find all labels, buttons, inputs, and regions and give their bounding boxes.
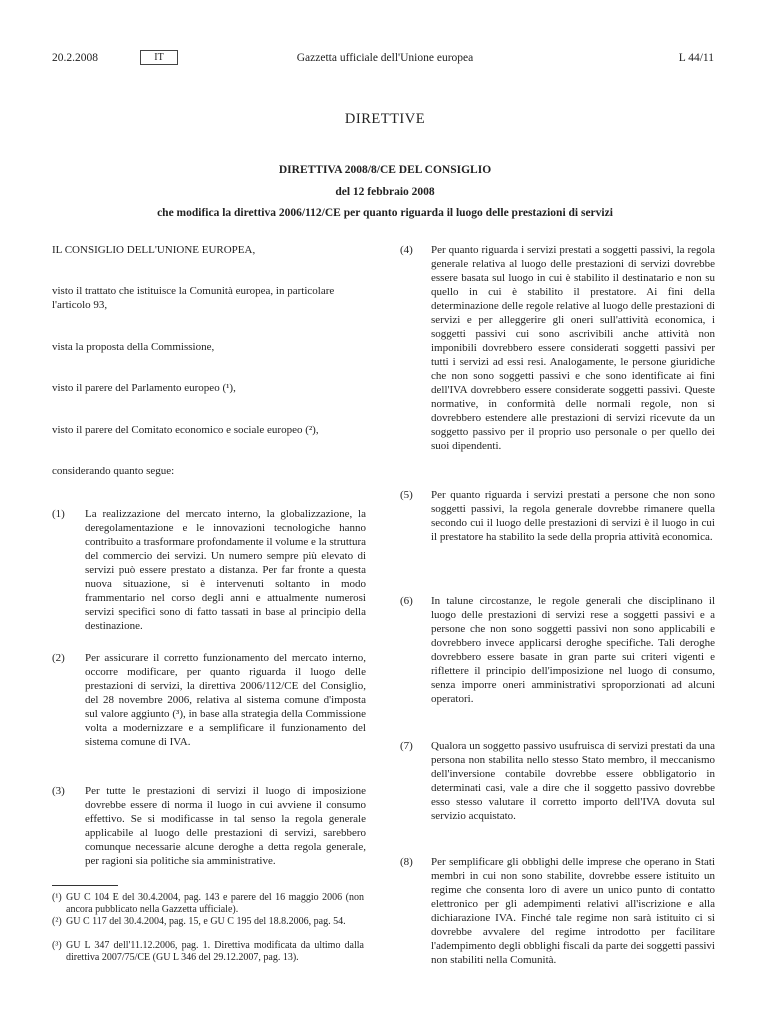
- recital-text: In talune circostanze, le regole generali che disciplinano il luogo delle prestazioni di servizi rese a soggetti passivi e a persone che non sono soggetti passivi non sono applicabili e dovrebbero invece applicarsi deroghe specifiche. Tali deroghe dovrebbero essere basate in gran parte sui criteri vigenti e riflettere il principio dell'imposizione nel luogo di consumo, senza imporre oneri amministrativi sproporzionati ad alcuni operatori.: [431, 595, 715, 705]
- recital-number: (7): [400, 740, 413, 752]
- recital-number: (1): [52, 508, 65, 520]
- preamble-parliament: visto il parere del Parlamento europeo (¹),: [52, 382, 236, 394]
- recital-text: Per quanto riguarda i servizi prestati a persone che non sono soggetti passivi, la regola generale dovrebbe rimanere quella secondo cui il luogo delle prestazioni di servizi è il luogo in cui il prestatore ha stabilito la sede della propria attività economica.: [431, 489, 715, 543]
- footnote: [52, 940, 366, 964]
- recital-text: Per assicurare il corretto funzionamento del mercato interno, occorre modificare, per quanto riguarda il luogo delle prestazioni di servizi, la direttiva 2006/112/CE del Consiglio, del 28 novembre 2006, relativa al sistema comune d'imposta sul valore aggiunto (³), in base alla strategia della Commissione volta a modernizzare e a semplificare il funzionamento del sistema comune di IVA.: [85, 652, 366, 748]
- recital-text: Per semplificare gli obblighi delle imprese che operano in Stati membri in cui non sono stabilite, dovrebbe essere istituito un regime che consenta loro di avere un unico punto di contatto elettronico per gli adempimenti relativi all'iscrizione e alla dichiarazione IVA. Finché tale regime non sarà istituito ci si dovrebbe avvalere del regime introdotto per facilitare l'adempimento degli obblighi fiscali da parte dei soggetti passivi non stabiliti nella Comunità.: [431, 856, 715, 966]
- footnote-key: (¹): [52, 892, 62, 903]
- footnote-separator: [52, 885, 118, 886]
- preamble-treaty: visto il trattato che istituisce la Comunità europea, in particolare l'articolo 93,: [52, 285, 335, 311]
- footnote-text: GU C 104 E del 30.4.2004, pag. 143 e parere del 16 maggio 2006 (non ancora pubblicato nella Gazzetta ufficiale).: [66, 892, 364, 915]
- preamble-proposal: vista la proposta della Commissione,: [52, 341, 215, 353]
- footnote: [52, 916, 366, 928]
- footnote: [52, 892, 366, 916]
- footnote-key: (²): [52, 916, 62, 927]
- section-heading: DIRETTIVE: [344, 111, 426, 127]
- directive-title: DIRETTIVA 2008/8/CE DEL CONSIGLIO: [278, 164, 492, 176]
- header-date: 20.2.2008: [52, 52, 98, 64]
- journal-name: Gazzetta ufficiale dell'Unione europea: [296, 52, 474, 64]
- page-reference: L 44/11: [678, 52, 714, 64]
- recital-text: La realizzazione del mercato interno, la globalizzazione, la deregolamentazione e le innovazioni tecnologiche hanno contribuito a trasformare profondamente il volume e la struttura del commercio dei servizi. Un numero sempre più elevato di servizi può essere prestato a distanza. Per far fronte a questa nuova situazione, si è intervenuti soltanto in modo frammentario nel corso degli anni e attualmente numerosi servizi specifici sono di fatto tassati in base al principio della destinazione.: [85, 508, 367, 632]
- preamble-considering: considerando quanto segue:: [52, 465, 175, 477]
- footnote-text: GU C 117 del 30.4.2004, pag. 15, e GU C 195 del 18.8.2006, pag. 54.: [66, 916, 346, 927]
- directive-subject: che modifica la direttiva 2006/112/CE per quanto riguarda il luogo delle prestazioni di servizi: [157, 207, 613, 219]
- recital-text: Per tutte le prestazioni di servizi il luogo di imposizione dovrebbe essere di norma il luogo in cui avviene il consumo effettivo. Se si modificasse in tal senso la regola generale applicabile al luogo delle prestazioni di servizi, sarebbero comunque necessarie alcune deroghe a detta regola generale, per ragioni sia politiche sia amministrative.: [85, 785, 366, 867]
- recital-text: Per quanto riguarda i servizi prestati a soggetti passivi, la regola generale relativa al luogo delle prestazioni di servizi dovrebbe essere basata sul luogo in cui è stabilito il destinatario e non su quello in cui è stabilito il prestatore. Ai fini della determinazione delle regole relative al luogo delle prestazioni di servizi e per alleggerire gli oneri sull'attività economica, i soggetti passivi cui sono ascrivibili anche attività non imponibili dovrebbero essere considerati soggetti passivi per tutti i servizi ad essi resi. Analogamente, le persone giuridiche che non sono soggetti passivi e che sono identificate ai fini dell'IVA dovrebbero essere considerate soggetti passivi. Queste normative, in conformità delle normali regole, non si dovrebbero estendere alle prestazioni di servizi ricevute da un soggetto passivo per il proprio uso personale o per quello dei suoi dipendenti.: [431, 244, 715, 452]
- recital-number: (4): [400, 244, 413, 256]
- recital-number: (2): [52, 652, 65, 664]
- directive-date: del 12 febbraio 2008: [335, 186, 435, 198]
- footnote-text: GU L 347 dell'11.12.2006, pag. 1. Direttiva modificata da ultimo dalla direttiva 2007/75/CE (GU L 346 del 29.12.2007, pag. 13).: [66, 940, 364, 963]
- recital-number: (6): [400, 595, 413, 607]
- preamble-council: IL CONSIGLIO DELL'UNIONE EUROPEA,: [52, 244, 256, 256]
- recital-number: (8): [400, 856, 413, 868]
- recital-number: (5): [400, 489, 413, 501]
- recital-text: Qualora un soggetto passivo usufruisca di servizi prestati da una persona non stabilita nello stesso Stato membro, il meccanismo dell'inversione contabile dovrebbe essere obbligatorio in determinati casi, vale a dire che il soggetto passivo dovrebbe esso stesso valutare il corretto importo dell'IVA dovuta sul servizio acquistato.: [431, 740, 715, 822]
- language-code-box: IT: [140, 50, 178, 65]
- footnote-key: (³): [52, 940, 62, 951]
- recital-number: (3): [52, 785, 65, 797]
- preamble-committee: visto il parere del Comitato economico e sociale europeo (²),: [52, 424, 319, 436]
